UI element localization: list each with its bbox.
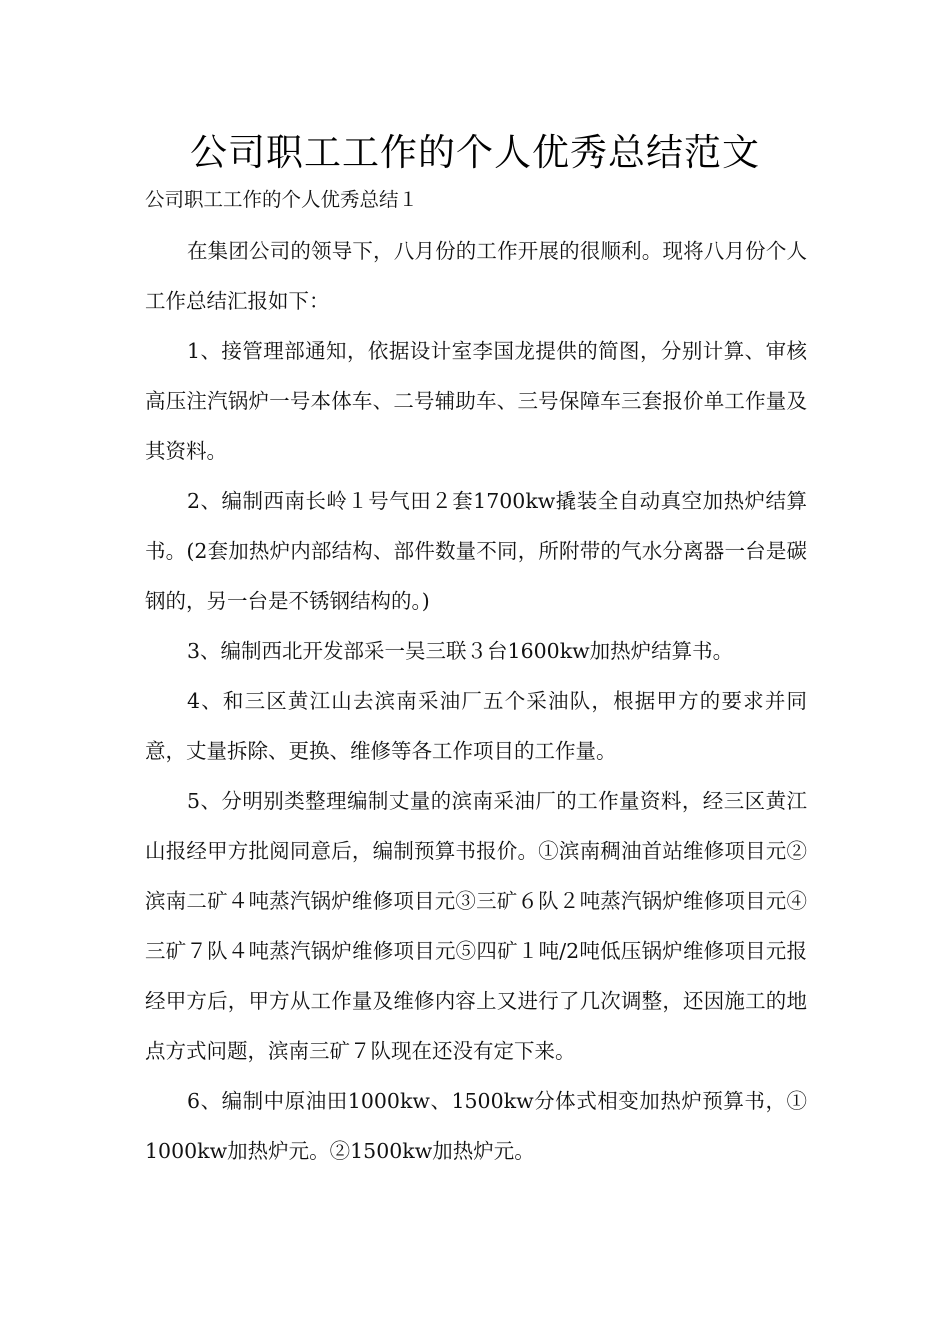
document-subtitle: 公司职工工作的个人优秀总结１ (145, 188, 419, 211)
paragraph-item-3: 3、编制西北开发部采一吴三联３台1600kw加热炉结算书。 (187, 639, 734, 663)
paragraph-item-2: 2、编制西南长岭１号气田２套1700kw撬装全自动真空加热炉结算书。(2套加热炉内部结构、部件数量不同，所附带的气水分离器一台是碳钢的，另一台是不锈钢结构的。) (145, 489, 807, 613)
paragraph-item-6: 6、编制中原油田1000kw、1500kw分体式相变加热炉预算书，①1000kw加热炉元。②1500kw加热炉元。 (145, 1089, 807, 1163)
document-title: 公司职工工作的个人优秀总结范文 (190, 131, 760, 174)
paragraph-item-4: 4、和三区黄江山去滨南采油厂五个采油队，根据甲方的要求并同意，丈量拆除、更换、维修等各工作项目的工作量。 (145, 689, 807, 763)
paragraph-intro: 在集团公司的领导下，八月份的工作开展的很顺利。现将八月份个人工作总结汇报如下： (145, 239, 807, 313)
paragraph-item-1: 1、接管理部通知，依据设计室李国龙提供的简图，分别计算、审核高压注汽锅炉一号本体车、二号辅助车、三号保障车三套报价单工作量及其资料。 (145, 339, 807, 463)
document-body (145, 226, 807, 1176)
paragraph-item-5: 5、分明别类整理编制丈量的滨南采油厂的工作量资料，经三区黄江山报经甲方批阅同意后，编制预算书报价。①滨南稠油首站维修项目元②滨南二矿４吨蒸汽锅炉维修项目元③三矿６队２吨蒸汽锅炉维修项目元④三矿７队４吨蒸汽锅炉维修项目元⑤四矿１吨/2吨低压锅炉维修项目元报经甲方后，甲方从工作量及维修内容上又进行了几次调整，还因施工的地点方式问题，滨南三矿７队现在还没有定下来。 (145, 789, 807, 1063)
